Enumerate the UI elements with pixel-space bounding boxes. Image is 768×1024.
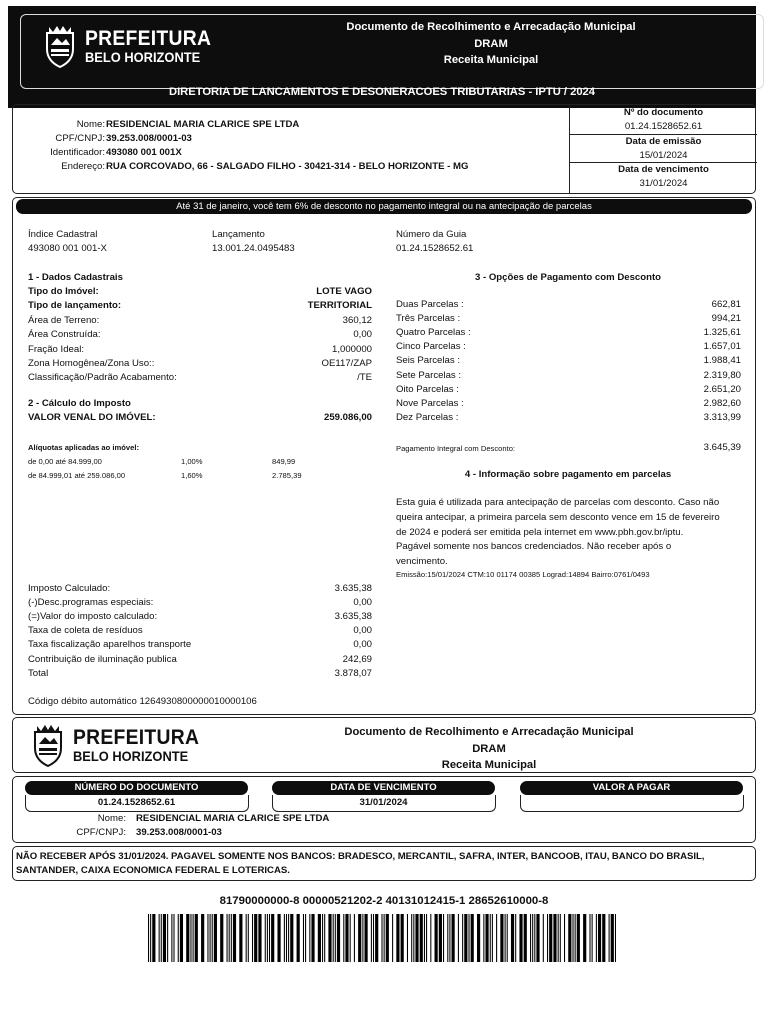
barcode-bar: [248, 914, 249, 962]
total-value: 242,69: [342, 653, 372, 665]
barcode-bar: [524, 914, 527, 962]
stub-nome-value: RESIDENCIAL MARIA CLARICE SPE LTDA: [136, 813, 330, 824]
opcao-value: 1.657,01: [703, 341, 741, 353]
logo-word-city: BELO HORIZONTE: [73, 748, 189, 764]
dados-label: Classificação/Padrão Acabamento:: [28, 372, 177, 384]
barcode-bar: [415, 914, 418, 962]
barcode-bar: [553, 914, 556, 962]
barcode-bar: [536, 914, 539, 962]
divider: [570, 134, 757, 135]
logo-word-city: BELO HORIZONTE: [85, 49, 201, 65]
barcode-bar: [396, 914, 399, 962]
barcode-bar: [507, 914, 508, 962]
total-label: (=)Valor do imposto calculado:: [28, 611, 158, 623]
dados-value: 1,000000: [331, 343, 372, 355]
barcode-bar: [515, 914, 516, 962]
barcode-bar: [519, 914, 522, 962]
opcoes-heading: 3 - Opções de Pagamento com Desconto: [474, 272, 662, 283]
barcode-bar: [186, 914, 189, 962]
barcode-bar: [318, 914, 321, 962]
total-label: Taxa fiscalização aparelhos transporte: [28, 639, 192, 651]
barcode-bar: [558, 914, 559, 962]
stub-valor-label: VALOR A PAGAR: [520, 781, 743, 795]
barcode-bar: [163, 914, 166, 962]
opcao-label: Sete Parcelas :: [396, 369, 462, 381]
total-label: Contribuição de iluminação publica: [28, 653, 177, 665]
stub-cpf-value: 39.253.008/0001-03: [136, 827, 222, 838]
barcode-bar: [386, 914, 389, 962]
barcode-bar: [462, 914, 463, 962]
barcode-bar: [178, 914, 179, 962]
opcao-label: Cinco Parcelas :: [396, 341, 466, 353]
barcode-bar: [485, 914, 488, 962]
logo-word-prefeitura: PREFEITURA: [85, 27, 212, 50]
stub-title-line1: Documento de Recolhimento e Arrecadação Municipal: [344, 726, 634, 738]
barcode-bar: [322, 914, 323, 962]
barcode-bar: [239, 914, 242, 962]
barcode-bar: [190, 914, 191, 962]
taxpayer-section: [12, 104, 756, 194]
barcode-bar: [358, 914, 361, 962]
opcao-label: Dez Parcelas :: [396, 411, 459, 423]
barcode-bar: [180, 914, 183, 962]
valor-venal-label: VALOR VENAL DO IMÓVEL:: [28, 412, 156, 423]
barcode-bar: [392, 914, 393, 962]
barcode-bar: [362, 914, 363, 962]
document-header: [8, 6, 756, 108]
barcode-bar: [277, 914, 280, 962]
barcode: [148, 914, 616, 962]
stub-title-line2: DRAM: [472, 742, 506, 755]
opcao-label: Duas Parcelas :: [396, 299, 464, 310]
barcode-bar: [413, 914, 414, 962]
barcode-bar: [305, 914, 306, 962]
barcode-bar: [252, 914, 253, 962]
total-label: Taxa de coleta de resíduos: [28, 625, 143, 637]
opcao-value: 2.651,20: [703, 383, 741, 395]
barcode-bar: [407, 914, 408, 962]
aliquotas-heading: Alíquotas aplicadas ao imóvel:: [28, 443, 139, 452]
opcao-label: Nove Parcelas :: [396, 397, 464, 409]
barcode-bar: [560, 914, 561, 962]
barcode-bar: [345, 914, 348, 962]
calculo-heading: 2 - Cálculo do Imposto: [28, 398, 131, 409]
opcao-label: Quatro Parcelas :: [396, 327, 471, 339]
barcode-bar: [564, 914, 565, 962]
barcode-bar: [483, 914, 484, 962]
barcode-bar: [492, 914, 493, 962]
barcode-bar: [171, 914, 172, 962]
opcao-value: 3.313,99: [703, 411, 741, 423]
emissao-ctm-line: Emissão:15/01/2024 CTM:10 01174 00385 Lograd:14894 Bairro:0761/0493: [396, 570, 650, 579]
barcode-bar: [611, 914, 614, 962]
total-label: (-)Desc.programas especiais:: [28, 597, 154, 609]
barcode-bar: [609, 914, 610, 962]
endereco-label: Endereço:: [61, 161, 105, 172]
barcode-bar: [201, 914, 204, 962]
total-value: 0,00: [353, 625, 372, 637]
stub-nome-label: Nome:: [97, 813, 126, 824]
header-title: [251, 19, 731, 69]
barcode-bar: [452, 914, 455, 962]
barcode-bar: [207, 914, 208, 962]
dados-heading: 1 - Dados Cadastrais: [28, 272, 123, 283]
dados-label: Tipo de lançamento:: [28, 300, 122, 312]
total-value: 3.635,38: [334, 583, 372, 594]
total-value: 0,00: [353, 639, 372, 651]
barcode-bar: [337, 914, 340, 962]
barcode-bar: [303, 914, 304, 962]
barcode-bar: [547, 914, 548, 962]
stub-venc-label: DATA DE VENCIMENTO: [272, 781, 495, 795]
barcode-bar: [435, 914, 438, 962]
barcode-bar: [309, 914, 310, 962]
barcode-bar: [373, 914, 374, 962]
barcode-bar: [549, 914, 552, 962]
stub-title: [249, 724, 729, 774]
barcode-bar: [500, 914, 503, 962]
aliquota-valor: 849,99: [272, 457, 296, 466]
opcao-value: 994,21: [711, 313, 741, 325]
barcode-bar: [231, 914, 232, 962]
info-line: vencimento.: [396, 556, 448, 568]
opcao-value: 2.982,60: [703, 397, 741, 409]
barcode-bar: [271, 914, 274, 962]
divider: [570, 162, 757, 163]
barcode-bar: [150, 914, 151, 962]
barcode-bar: [290, 914, 293, 962]
integral-value: 3.645,39: [703, 442, 741, 453]
barcode-bar: [505, 914, 506, 962]
barcode-bar: [424, 914, 425, 962]
barcode-bar: [443, 914, 444, 962]
barcode-bar: [490, 914, 491, 962]
barcode-bar: [449, 914, 450, 962]
barcode-bar: [269, 914, 270, 962]
guia-label: Número da Guia: [396, 229, 467, 240]
barcode-bar: [458, 914, 459, 962]
dados-value: TERRITORIAL: [307, 300, 372, 312]
barcode-bar: [220, 914, 223, 962]
aliquota-taxa: 1,60%: [181, 471, 203, 480]
stub-venc-frame: [272, 795, 496, 812]
dados-value: LOTE VAGO: [316, 286, 372, 297]
document-info-panel: [569, 104, 757, 194]
total-label: Total: [28, 667, 49, 679]
stub-venc-value: 31/01/2024: [359, 797, 408, 808]
barcode-bar: [286, 914, 287, 962]
dados-label: Fração Ideal:: [28, 343, 84, 355]
opcao-value: 2.319,80: [703, 369, 741, 381]
dados-value: 360,12: [342, 314, 372, 326]
barcode-bar: [598, 914, 601, 962]
opcao-value: 662,81: [711, 299, 741, 310]
barcode-bar: [152, 914, 155, 962]
dados-value: 0,00: [353, 329, 372, 341]
barcode-bar: [589, 914, 590, 962]
barcode-bar: [350, 914, 351, 962]
barcode-bar: [288, 914, 289, 962]
barcode-bar: [233, 914, 236, 962]
barcode-bar: [543, 914, 544, 962]
barcode-bar: [297, 914, 300, 962]
identificador-label: Identificador:: [50, 147, 105, 158]
info-line: Pagável somente nos bancos credenciados. Não receber após o: [396, 541, 672, 553]
barcode-bar: [311, 914, 314, 962]
opcao-label: Seis Parcelas :: [396, 355, 460, 367]
barcode-bar: [447, 914, 448, 962]
valor-venal-value: 259.086,00: [323, 412, 372, 423]
identificador-value: 493080 001 001X: [106, 147, 182, 158]
integral-label: Pagamento Integral com Desconto:: [396, 444, 516, 453]
vencimento-value: 31/01/2024: [639, 178, 688, 189]
stub-num-value: 01.24.1528652.61: [97, 797, 176, 808]
barcode-bar: [430, 914, 431, 962]
header-title-line3: Receita Municipal: [443, 54, 539, 66]
barcode-bar: [615, 914, 616, 962]
opcao-value: 1.988,41: [703, 355, 741, 367]
barcode-bar: [592, 914, 593, 962]
barcode-bar: [575, 914, 576, 962]
stub-header: [12, 717, 756, 773]
barcode-bar: [214, 914, 217, 962]
barcode-bar: [420, 914, 423, 962]
header-frame: [20, 14, 764, 89]
info-parcelas-heading: 4 - Informação sobre pagamento em parcelas: [464, 469, 672, 480]
directorate-title: DIRETORIA DE LANCAMENTOS E DESONERACOES TRIBUTARIAS - IPTU / 2024: [168, 86, 595, 98]
barcode-bar: [464, 914, 467, 962]
cpf-value: 39.253.008/0001-03: [106, 133, 192, 144]
total-value: 3.635,38: [334, 611, 372, 623]
barcode-bar: [568, 914, 571, 962]
barcode-bar: [210, 914, 211, 962]
opcao-value: 1.325,61: [703, 327, 741, 339]
barcode-bar: [324, 914, 325, 962]
barcode-bar: [577, 914, 580, 962]
header-title-line2: DRAM: [474, 37, 508, 50]
guia-value: 01.24.1528652.61: [396, 243, 474, 254]
barcode-bar: [381, 914, 382, 962]
barcode-bar: [246, 914, 247, 962]
stub-valor-frame: [520, 795, 744, 812]
debito-automatico: Código débito automático 1264930800000010000106: [28, 696, 257, 707]
barcode-bar: [267, 914, 268, 962]
barcode-bar: [602, 914, 605, 962]
barcode-bar: [354, 914, 355, 962]
barcode-bar: [530, 914, 531, 962]
vencimento-label: Data de vencimento: [618, 164, 709, 175]
total-label: Imposto Calculado:: [28, 583, 111, 594]
barcode-bar: [401, 914, 404, 962]
barcode-bar: [583, 914, 586, 962]
aviso-line2: SANTANDER, CAIXA ECONOMICA FEDERAL E LOTERICAS.: [16, 865, 290, 876]
barcode-bar: [439, 914, 442, 962]
opcao-label: Oito Parcelas :: [396, 383, 459, 395]
indice-value: 493080 001 001-X: [28, 243, 107, 254]
lancamento-label: Lançamento: [212, 229, 265, 240]
stub-num-label: NÚMERO DO DOCUMENTO: [25, 781, 248, 795]
linha-digitavel: 81790000000-8 00000521202-2 40131012415-1 28652610000-8: [219, 895, 549, 907]
total-value: 0,00: [353, 597, 372, 609]
aliquota-taxa: 1,00%: [181, 457, 203, 466]
discount-banner: Até 31 de janeiro, você tem 6% de desconto no pagamento integral ou na antecipação de parcelas: [16, 199, 752, 214]
barcode-bar: [333, 914, 334, 962]
barcode-bar: [468, 914, 469, 962]
barcode-bar: [534, 914, 535, 962]
dados-label: Área de Terreno:: [28, 314, 100, 326]
aviso-line1: NÃO RECEBER APÓS 31/01/2024. PAGAVEL SOMENTE NOS BANCOS: BRADESCO, MERCANTIL, SAFRA, INTER, BANCOOB, ITAU, BANCO DO BRASIL,: [16, 851, 705, 862]
doc-number-value: 01.24.1528652.61: [624, 121, 703, 132]
nome-label: Nome:: [76, 119, 105, 130]
barcode-bar: [364, 914, 367, 962]
barcode-bar: [511, 914, 514, 962]
nome-value: RESIDENCIAL MARIA CLARICE SPE LTDA: [106, 119, 300, 130]
dados-label: Zona Homogênea/Zona Uso::: [28, 358, 155, 369]
lancamento-value: 13.001.24.0495483: [212, 243, 295, 254]
barcode-bar: [596, 914, 597, 962]
barcode-bar: [477, 914, 480, 962]
aliquota-faixa: de 84.999,01 até 259.086,00: [28, 471, 126, 480]
logo-word-prefeitura: PREFEITURA: [73, 726, 200, 749]
stub-title-line3: Receita Municipal: [441, 759, 537, 771]
barcode-bar: [195, 914, 198, 962]
endereco-value: RUA CORCOVADO, 66 - SALGADO FILHO - 30421-314 - BELO HORIZONTE - MG: [106, 161, 469, 172]
info-line: de 2024 e poderá ser emitida pela internet em www.pbh.gov.br/iptu.: [396, 526, 684, 538]
crest-icon: [43, 23, 77, 69]
dados-value: /TE: [357, 372, 372, 384]
barcode-bar: [254, 914, 257, 962]
barcode-bar: [375, 914, 378, 962]
cpf-label: CPF/CNPJ:: [55, 133, 105, 144]
info-line: Esta guia é utilizada para antecipação de parcelas com desconto. Caso não: [396, 497, 720, 508]
dados-label: Área Construída:: [28, 329, 101, 341]
info-line: queira antecipar, a primeira parcela sem desconto vence em 15 de fevereiro: [396, 511, 720, 523]
barcode-bar: [148, 914, 149, 962]
barcode-bar: [335, 914, 336, 962]
emissao-value: 15/01/2024: [639, 150, 688, 161]
stub-num-frame: [25, 795, 249, 812]
barcode-bar: [193, 914, 194, 962]
aliquota-faixa: de 0,00 até 84.999,00: [28, 457, 102, 466]
barcode-bar: [258, 914, 261, 962]
aviso-box: [12, 846, 756, 881]
barcode-bar: [426, 914, 427, 962]
barcode-bar: [173, 914, 174, 962]
barcode-bar: [411, 914, 412, 962]
header-title-line1: Documento de Recolhimento e Arrecadação Municipal: [346, 21, 636, 33]
total-value: 3.878,07: [334, 667, 372, 679]
barcode-bar: [159, 914, 160, 962]
barcode-bar: [371, 914, 372, 962]
barcode-bar: [229, 914, 230, 962]
barcode-bar: [384, 914, 385, 962]
barcode-bar: [471, 914, 474, 962]
barcode-bar: [496, 914, 497, 962]
barcode-bar: [572, 914, 573, 962]
barcode-bar: [343, 914, 344, 962]
barcode-bar: [227, 914, 228, 962]
doc-number-label: Nº do documento: [623, 107, 704, 118]
stub-cpf-label: CPF/CNPJ:: [76, 827, 126, 838]
barcode-bar: [265, 914, 266, 962]
crest-icon: [31, 722, 65, 768]
barcode-bar: [328, 914, 331, 962]
aliquota-valor: 2.785,39: [272, 471, 302, 480]
opcao-label: Três Parcelas :: [396, 313, 461, 325]
dados-label: Tipo do Imóvel:: [28, 286, 99, 297]
barcode-bar: [167, 914, 168, 962]
barcode-bar: [161, 914, 162, 962]
barcode-bar: [284, 914, 285, 962]
barcode-bar: [212, 914, 213, 962]
emissao-label: Data de emissão: [625, 136, 702, 147]
indice-label: Índice Cadastral: [28, 229, 98, 240]
barcode-bar: [532, 914, 533, 962]
dados-value: OE117/ZAP: [321, 358, 372, 369]
